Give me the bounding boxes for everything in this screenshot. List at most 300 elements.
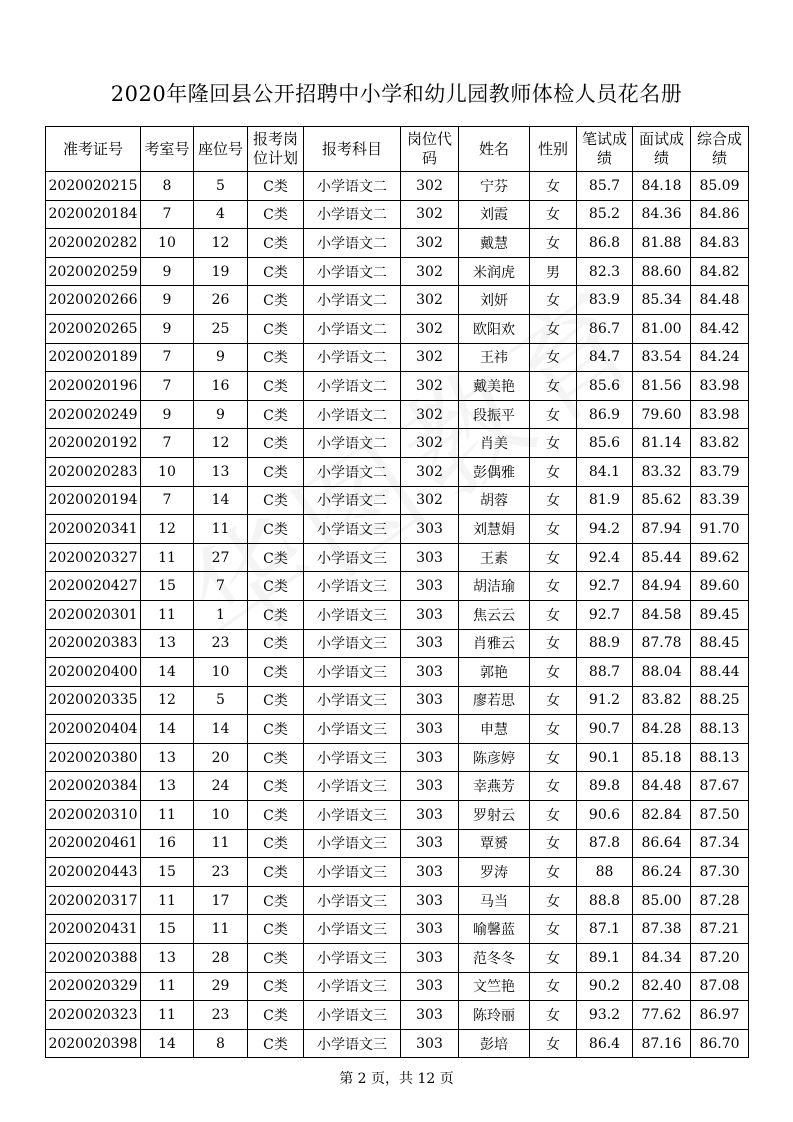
table-row: [46, 372, 749, 401]
table-cell: 2020020388: [46, 944, 141, 973]
table-row: [46, 743, 749, 772]
table-cell: 84.7: [577, 343, 633, 372]
table-cell: 米润虎: [459, 257, 530, 286]
table-cell: 16: [194, 372, 248, 401]
table-cell: 303: [401, 629, 459, 658]
table-cell: 小学语文二: [304, 286, 401, 315]
table-cell: 刘慧娟: [459, 515, 530, 544]
table-cell: 2020020404: [46, 715, 141, 744]
table-cell: 小学语文二: [304, 172, 401, 201]
table-cell: 90.2: [577, 972, 633, 1001]
table-cell: 86.9: [577, 400, 633, 429]
table-cell: 欧阳欢: [459, 314, 530, 343]
table-cell: 小学语文二: [304, 343, 401, 372]
table-cell: 303: [401, 801, 459, 830]
table-cell: 小学语文三: [304, 715, 401, 744]
table-cell: 女: [530, 515, 577, 544]
table-cell: C类: [248, 715, 304, 744]
table-cell: 84.42: [691, 314, 749, 343]
table-cell: 廖若思: [459, 686, 530, 715]
table-cell: 女: [530, 372, 577, 401]
table-cell: 303: [401, 1029, 459, 1058]
table-row: [46, 1001, 749, 1030]
table-cell: C类: [248, 172, 304, 201]
table-cell: C类: [248, 457, 304, 486]
table-cell: 89.62: [691, 543, 749, 572]
table-cell: 89.60: [691, 572, 749, 601]
table-cell: 302: [401, 429, 459, 458]
table-cell: 92.4: [577, 543, 633, 572]
table-cell: 肖美: [459, 429, 530, 458]
table-cell: 女: [530, 743, 577, 772]
table-cell: 84.48: [633, 772, 691, 801]
table-cell: 女: [530, 829, 577, 858]
table-cell: 85.6: [577, 429, 633, 458]
table-cell: 女: [530, 400, 577, 429]
table-cell: 彭偶雅: [459, 457, 530, 486]
table-cell: 7: [141, 343, 194, 372]
table-cell: 小学语文二: [304, 372, 401, 401]
table-cell: 段振平: [459, 400, 530, 429]
table-cell: 23: [194, 629, 248, 658]
table-row: [46, 915, 749, 944]
table-cell: 2020020380: [46, 743, 141, 772]
table-cell: C类: [248, 600, 304, 629]
table-cell: 7: [141, 372, 194, 401]
table-row: [46, 629, 749, 658]
table-cell: 女: [530, 915, 577, 944]
table-cell: 小学语文三: [304, 515, 401, 544]
table-cell: 14: [141, 658, 194, 687]
table-cell: 小学语文三: [304, 600, 401, 629]
table-cell: 88.9: [577, 629, 633, 658]
table-cell: 86.4: [577, 1029, 633, 1058]
table-cell: C类: [248, 1029, 304, 1058]
table-cell: 7: [141, 486, 194, 515]
table-cell: 303: [401, 829, 459, 858]
table-cell: 303: [401, 600, 459, 629]
table-cell: 王素: [459, 543, 530, 572]
table-cell: 2020020249: [46, 400, 141, 429]
table-cell: 女: [530, 286, 577, 315]
table-cell: C类: [248, 858, 304, 887]
table-cell: 小学语文三: [304, 743, 401, 772]
table-cell: 87.38: [633, 915, 691, 944]
table-body: [46, 172, 749, 1058]
table-cell: 女: [530, 229, 577, 258]
table-cell: 86.7: [577, 314, 633, 343]
table-cell: 87.94: [633, 515, 691, 544]
table-cell: 罗涛: [459, 858, 530, 887]
table-cell: C类: [248, 886, 304, 915]
table-row: [46, 172, 749, 201]
table-cell: C类: [248, 229, 304, 258]
table-cell: C类: [248, 972, 304, 1001]
table-cell: C类: [248, 429, 304, 458]
table-cell: 87.28: [691, 886, 749, 915]
table-cell: 83.32: [633, 457, 691, 486]
table-cell: 26: [194, 286, 248, 315]
page-title: 2020年隆回县公开招聘中小学和幼儿园教师体检人员花名册: [110, 82, 683, 106]
table-cell: 84.1: [577, 457, 633, 486]
table-cell: 11: [194, 515, 248, 544]
table-row: [46, 772, 749, 801]
table-cell: 小学语文二: [304, 457, 401, 486]
table-cell: 14: [141, 1029, 194, 1058]
table-cell: C类: [248, 543, 304, 572]
column-header: 面试成绩: [633, 127, 691, 172]
table-cell: 87.08: [691, 972, 749, 1001]
table-cell: 27: [194, 543, 248, 572]
table-cell: C类: [248, 944, 304, 973]
table-cell: 87.34: [691, 829, 749, 858]
table-cell: 13: [141, 629, 194, 658]
table-cell: 24: [194, 772, 248, 801]
table-cell: 女: [530, 486, 577, 515]
table-cell: 87.67: [691, 772, 749, 801]
table-cell: 302: [401, 286, 459, 315]
table-cell: 11: [194, 915, 248, 944]
table-cell: 81.9: [577, 486, 633, 515]
table-cell: 19: [194, 257, 248, 286]
table-cell: 2020020265: [46, 314, 141, 343]
table-cell: 84.48: [691, 286, 749, 315]
table-cell: 85.7: [577, 172, 633, 201]
table-row: [46, 286, 749, 315]
table-cell: 女: [530, 1029, 577, 1058]
table-cell: 女: [530, 629, 577, 658]
table-cell: C类: [248, 314, 304, 343]
table-cell: 89.8: [577, 772, 633, 801]
table-cell: 小学语文二: [304, 200, 401, 229]
table-cell: 85.2: [577, 200, 633, 229]
table-cell: 2020020266: [46, 286, 141, 315]
table-row: [46, 343, 749, 372]
table-cell: 83.39: [691, 486, 749, 515]
table-cell: 10: [141, 229, 194, 258]
table-cell: 刘霞: [459, 200, 530, 229]
table-cell: 16: [141, 829, 194, 858]
table-cell: 302: [401, 229, 459, 258]
column-header: 报考岗位计划: [248, 127, 304, 172]
table-cell: 302: [401, 314, 459, 343]
table-cell: 小学语文二: [304, 400, 401, 429]
table-row: [46, 429, 749, 458]
table-cell: 胡洁瑜: [459, 572, 530, 601]
table-cell: 90.6: [577, 801, 633, 830]
table-cell: 87.78: [633, 629, 691, 658]
table-cell: 小学语文三: [304, 858, 401, 887]
table-cell: 84.34: [633, 944, 691, 973]
table-cell: 女: [530, 200, 577, 229]
table-cell: 303: [401, 915, 459, 944]
table-cell: 小学语文三: [304, 543, 401, 572]
table-cell: 女: [530, 772, 577, 801]
table-cell: 2020020310: [46, 801, 141, 830]
table-cell: 7: [141, 200, 194, 229]
table-cell: 88.44: [691, 658, 749, 687]
table-cell: 陈玲丽: [459, 1001, 530, 1030]
table-cell: 11: [141, 1001, 194, 1030]
table-cell: 小学语文二: [304, 314, 401, 343]
table-cell: 胡蓉: [459, 486, 530, 515]
table-cell: 85.6: [577, 372, 633, 401]
table-cell: 87.20: [691, 944, 749, 973]
table-cell: 喻馨蓝: [459, 915, 530, 944]
table-cell: 王祎: [459, 343, 530, 372]
table-cell: 84.83: [691, 229, 749, 258]
table-cell: 88.13: [691, 743, 749, 772]
table-cell: 小学语文三: [304, 658, 401, 687]
table-cell: 302: [401, 200, 459, 229]
table-cell: 86.70: [691, 1029, 749, 1058]
table-cell: 小学语文二: [304, 486, 401, 515]
table-cell: 戴慧: [459, 229, 530, 258]
table-cell: 303: [401, 886, 459, 915]
table-cell: 11: [141, 972, 194, 1001]
table-cell: 86.24: [633, 858, 691, 887]
table-cell: 12: [141, 515, 194, 544]
table-cell: C类: [248, 1001, 304, 1030]
table-cell: 12: [141, 686, 194, 715]
table-cell: 小学语文二: [304, 229, 401, 258]
table-cell: 戴美艳: [459, 372, 530, 401]
table-cell: 302: [401, 486, 459, 515]
table-cell: C类: [248, 372, 304, 401]
table-cell: C类: [248, 801, 304, 830]
table-row: [46, 944, 749, 973]
table-cell: 84.94: [633, 572, 691, 601]
table-cell: 申慧: [459, 715, 530, 744]
table-row: [46, 515, 749, 544]
table-cell: 小学语文三: [304, 886, 401, 915]
table-cell: 303: [401, 543, 459, 572]
table-cell: 覃赟: [459, 829, 530, 858]
table-cell: 302: [401, 400, 459, 429]
table-cell: 87.8: [577, 829, 633, 858]
column-header: 岗位代码: [401, 127, 459, 172]
table-cell: 84.36: [633, 200, 691, 229]
table-cell: 焦云云: [459, 600, 530, 629]
table-cell: 2020020400: [46, 658, 141, 687]
table-row: [46, 829, 749, 858]
table-cell: 90.1: [577, 743, 633, 772]
table-row: [46, 886, 749, 915]
table-cell: 83.54: [633, 343, 691, 372]
table-cell: 303: [401, 658, 459, 687]
table-cell: C类: [248, 629, 304, 658]
table-cell: 83.9: [577, 286, 633, 315]
roster-table: [45, 126, 749, 1058]
table-cell: 88.45: [691, 629, 749, 658]
table-cell: 88.7: [577, 658, 633, 687]
table-cell: 2020020194: [46, 486, 141, 515]
table-cell: 12: [194, 429, 248, 458]
table-cell: 85.09: [691, 172, 749, 201]
table-cell: 陈彦婷: [459, 743, 530, 772]
table-cell: 29: [194, 972, 248, 1001]
table-cell: 87.16: [633, 1029, 691, 1058]
column-header: 考室号: [141, 127, 194, 172]
table-cell: C类: [248, 743, 304, 772]
table-cell: 女: [530, 429, 577, 458]
table-cell: 女: [530, 801, 577, 830]
table-cell: 81.14: [633, 429, 691, 458]
table-cell: 17: [194, 886, 248, 915]
table-cell: 83.82: [633, 686, 691, 715]
table-cell: 2020020259: [46, 257, 141, 286]
table-cell: C类: [248, 686, 304, 715]
table-cell: 93.2: [577, 1001, 633, 1030]
table-cell: 13: [141, 944, 194, 973]
table-cell: 2020020427: [46, 572, 141, 601]
table-cell: 303: [401, 1001, 459, 1030]
table-row: [46, 200, 749, 229]
table-cell: 2020020398: [46, 1029, 141, 1058]
table-cell: 85.00: [633, 886, 691, 915]
table-cell: 88.04: [633, 658, 691, 687]
table-row: [46, 572, 749, 601]
table-cell: 88.13: [691, 715, 749, 744]
table-cell: 302: [401, 457, 459, 486]
table-cell: 女: [530, 658, 577, 687]
table-cell: 女: [530, 314, 577, 343]
table-cell: 罗射云: [459, 801, 530, 830]
table-cell: 女: [530, 886, 577, 915]
table-cell: 81.88: [633, 229, 691, 258]
table-cell: 2020020323: [46, 1001, 141, 1030]
table-cell: 303: [401, 944, 459, 973]
table-cell: 2020020283: [46, 457, 141, 486]
table-cell: 刘妍: [459, 286, 530, 315]
table-row: [46, 686, 749, 715]
table-cell: 8: [141, 172, 194, 201]
table-cell: 2020020301: [46, 600, 141, 629]
table-cell: 87.30: [691, 858, 749, 887]
table-cell: 10: [194, 801, 248, 830]
table-cell: 82.3: [577, 257, 633, 286]
table-cell: 2020020443: [46, 858, 141, 887]
table-cell: 86.8: [577, 229, 633, 258]
table-cell: 84.24: [691, 343, 749, 372]
table-cell: 范冬冬: [459, 944, 530, 973]
table-cell: 86.64: [633, 829, 691, 858]
table-cell: 2020020383: [46, 629, 141, 658]
table-row: [46, 543, 749, 572]
table-cell: 91.2: [577, 686, 633, 715]
table-cell: 5: [194, 686, 248, 715]
table-cell: 女: [530, 858, 577, 887]
table-cell: 9: [194, 343, 248, 372]
table-cell: 女: [530, 944, 577, 973]
table-cell: 87.50: [691, 801, 749, 830]
table-cell: 10: [141, 457, 194, 486]
table-cell: 小学语文三: [304, 972, 401, 1001]
table-cell: 92.7: [577, 572, 633, 601]
table-cell: 88.60: [633, 257, 691, 286]
table-cell: 2020020335: [46, 686, 141, 715]
table-cell: 13: [141, 772, 194, 801]
table-cell: 82.84: [633, 801, 691, 830]
table-cell: 85.34: [633, 286, 691, 315]
table-cell: 小学语文三: [304, 686, 401, 715]
table-cell: 小学语文三: [304, 829, 401, 858]
table-row: [46, 715, 749, 744]
table-cell: C类: [248, 257, 304, 286]
table-cell: 小学语文三: [304, 1001, 401, 1030]
table-cell: 9: [194, 400, 248, 429]
table-cell: C类: [248, 572, 304, 601]
table-cell: 11: [141, 801, 194, 830]
table-cell: 83.79: [691, 457, 749, 486]
table-cell: C类: [248, 343, 304, 372]
table-cell: 85.62: [633, 486, 691, 515]
table-cell: 302: [401, 372, 459, 401]
column-header: 综合成绩: [691, 127, 749, 172]
table-cell: C类: [248, 772, 304, 801]
table-cell: 女: [530, 172, 577, 201]
table-cell: 302: [401, 257, 459, 286]
table-cell: C类: [248, 829, 304, 858]
table-cell: 84.58: [633, 600, 691, 629]
table-cell: 小学语文三: [304, 772, 401, 801]
table-cell: 89.45: [691, 600, 749, 629]
table-cell: 小学语文三: [304, 629, 401, 658]
table-row: [46, 314, 749, 343]
table-cell: 79.60: [633, 400, 691, 429]
table-cell: 2020020384: [46, 772, 141, 801]
table-cell: 小学语文三: [304, 944, 401, 973]
table-cell: 9: [141, 400, 194, 429]
table-cell: 2020020282: [46, 229, 141, 258]
table-cell: 2020020327: [46, 543, 141, 572]
table-cell: 9: [141, 257, 194, 286]
table-cell: 2020020196: [46, 372, 141, 401]
table-cell: 91.70: [691, 515, 749, 544]
table-cell: 11: [194, 829, 248, 858]
table-header-row: [46, 127, 749, 172]
table-row: [46, 858, 749, 887]
table-cell: 10: [194, 658, 248, 687]
table-cell: 28: [194, 944, 248, 973]
table-cell: 303: [401, 686, 459, 715]
table-cell: 幸燕芳: [459, 772, 530, 801]
table-cell: 宁芬: [459, 172, 530, 201]
column-header: 笔试成绩: [577, 127, 633, 172]
table-cell: 2020020189: [46, 343, 141, 372]
table-cell: 94.2: [577, 515, 633, 544]
table-cell: 2020020341: [46, 515, 141, 544]
table-cell: 13: [194, 457, 248, 486]
table-cell: 12: [194, 229, 248, 258]
table-cell: 88.8: [577, 886, 633, 915]
table-cell: 2020020317: [46, 886, 141, 915]
table-cell: 303: [401, 715, 459, 744]
table-cell: 303: [401, 743, 459, 772]
table-cell: 女: [530, 457, 577, 486]
table-cell: 8: [194, 1029, 248, 1058]
table-cell: 14: [194, 715, 248, 744]
table-row: [46, 400, 749, 429]
table-cell: 88.25: [691, 686, 749, 715]
table-cell: 87.1: [577, 915, 633, 944]
table-cell: 马当: [459, 886, 530, 915]
table-cell: 14: [141, 715, 194, 744]
table-cell: 88: [577, 858, 633, 887]
table-cell: 小学语文三: [304, 915, 401, 944]
table-cell: 77.62: [633, 1001, 691, 1030]
table-cell: 小学语文二: [304, 429, 401, 458]
